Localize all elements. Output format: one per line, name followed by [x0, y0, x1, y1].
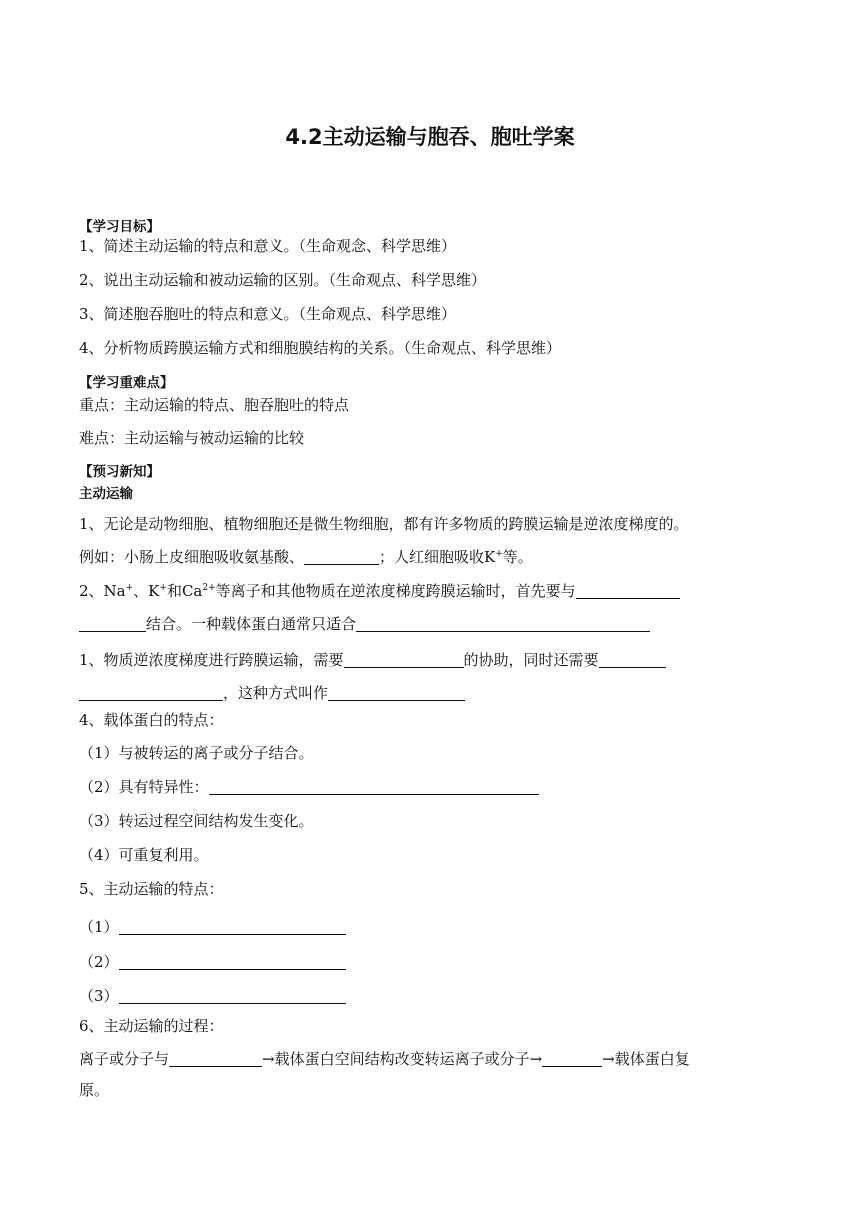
q1-sup: +: [495, 549, 503, 559]
key-header: 【学习重难点】: [79, 375, 174, 391]
fill-blank[interactable]: [119, 919, 346, 935]
goal-item-3: 3、简述胞吞胞吐的特点和意义。（生命观点、科学思维）: [79, 305, 457, 323]
q4-item2-text: （2）具有特异性：: [79, 778, 209, 796]
question-5-item-2: [79, 952, 346, 972]
fill-blank[interactable]: [169, 1051, 262, 1067]
question-1-line-1: 1、无论是动物细胞、植物细胞还是微生物细胞，都有许多物质的跨膜运输是逆浓度梯度的。: [79, 515, 689, 533]
fill-blank[interactable]: [119, 988, 346, 1004]
question-4-item-2: [79, 777, 539, 797]
question-6-line-2: 原。: [79, 1081, 110, 1099]
q3-text-b: 的协助，同时还需要: [463, 651, 599, 669]
question-5-item-1: [79, 917, 346, 937]
page-title: 4.2主动运输与胞吞、胞吐学案: [285, 125, 575, 149]
goal-item-2: 2、说出主动运输和被动运输的区别。（生命观点、科学思维）: [79, 271, 487, 289]
q2-text-c: 和Ca: [166, 582, 203, 600]
q1-text-b: ；人红细胞吸收K: [379, 548, 496, 566]
q6-text-b: →载体蛋白空间结构改变转运离子或分子→: [262, 1050, 543, 1068]
question-6-line-1: [79, 1049, 690, 1069]
question-5-item-3: [79, 986, 346, 1006]
goal-item-4: 4、分析物质跨膜运输方式和细胞膜结构的关系。（生命观点、科学思维）: [79, 339, 562, 357]
preview-header: 【预习新知】: [79, 464, 160, 480]
q1-text-a: 例如：小肠上皮细胞吸收氨基酸、: [79, 548, 305, 566]
q2-text-a: 2、Na: [79, 582, 126, 600]
question-4-header: 4、载体蛋白的特点：: [79, 711, 224, 729]
question-2-line-2: [79, 614, 650, 634]
fill-blank[interactable]: [119, 954, 346, 970]
question-3-line-2: [79, 683, 465, 703]
fill-blank[interactable]: [79, 685, 223, 701]
q2-sup-2: +: [159, 583, 167, 593]
q5-item3-label: （3）: [79, 987, 119, 1005]
question-4-item-1: （1）与被转运的离子或分子结合。: [79, 744, 314, 762]
q2-sup-3: 2+: [202, 583, 216, 593]
q2-text-d: 等离子和其他物质在逆浓度梯度跨膜运输时，首先要与: [215, 582, 576, 600]
fill-blank[interactable]: [576, 583, 680, 599]
fill-blank[interactable]: [344, 652, 464, 668]
question-4-item-3: （3）转运过程空间结构发生变化。: [79, 812, 314, 830]
q1-text-c: 等。: [502, 548, 533, 566]
q3-line2-text: ，这种方式叫作: [223, 684, 329, 702]
fill-blank[interactable]: [542, 1051, 602, 1067]
key-difficult: 难点：主动运输与被动运输的比较: [79, 429, 305, 447]
fill-blank[interactable]: [356, 616, 650, 632]
fill-blank[interactable]: [79, 616, 146, 632]
q6-text-a: 离子或分子与: [79, 1050, 170, 1068]
q2-text-b: 、K: [133, 582, 160, 600]
q3-text-a: 1、物质逆浓度梯度进行跨膜运输，需要: [79, 651, 344, 669]
q2-sup-1: +: [125, 583, 134, 593]
goal-item-1: 1、简述主动运输的特点和意义。（生命观念、科学思维）: [79, 237, 457, 255]
preview-subheader: 主动运输: [79, 486, 133, 502]
fill-blank[interactable]: [328, 685, 465, 701]
q5-item2-label: （2）: [79, 953, 119, 971]
goals-header: 【学习目标】: [79, 219, 160, 235]
fill-blank[interactable]: [304, 549, 379, 565]
q6-text-c: →载体蛋白复: [602, 1050, 690, 1068]
q2-line2-text: 结合。一种载体蛋白通常只适合: [146, 615, 357, 633]
key-important: 重点：主动运输的特点、胞吞胞吐的特点: [79, 396, 350, 414]
question-6-header: 6、主动运输的过程：: [79, 1017, 224, 1035]
question-4-item-4: （4）可重复利用。: [79, 846, 209, 864]
fill-blank[interactable]: [209, 779, 539, 795]
question-3-line-1: [79, 650, 666, 670]
q5-item1-label: （1）: [79, 918, 119, 936]
question-1-line-2: [79, 547, 533, 567]
question-5-header: 5、主动运输的特点：: [79, 880, 224, 898]
fill-blank[interactable]: [599, 652, 666, 668]
question-2-line-1: [79, 581, 680, 601]
